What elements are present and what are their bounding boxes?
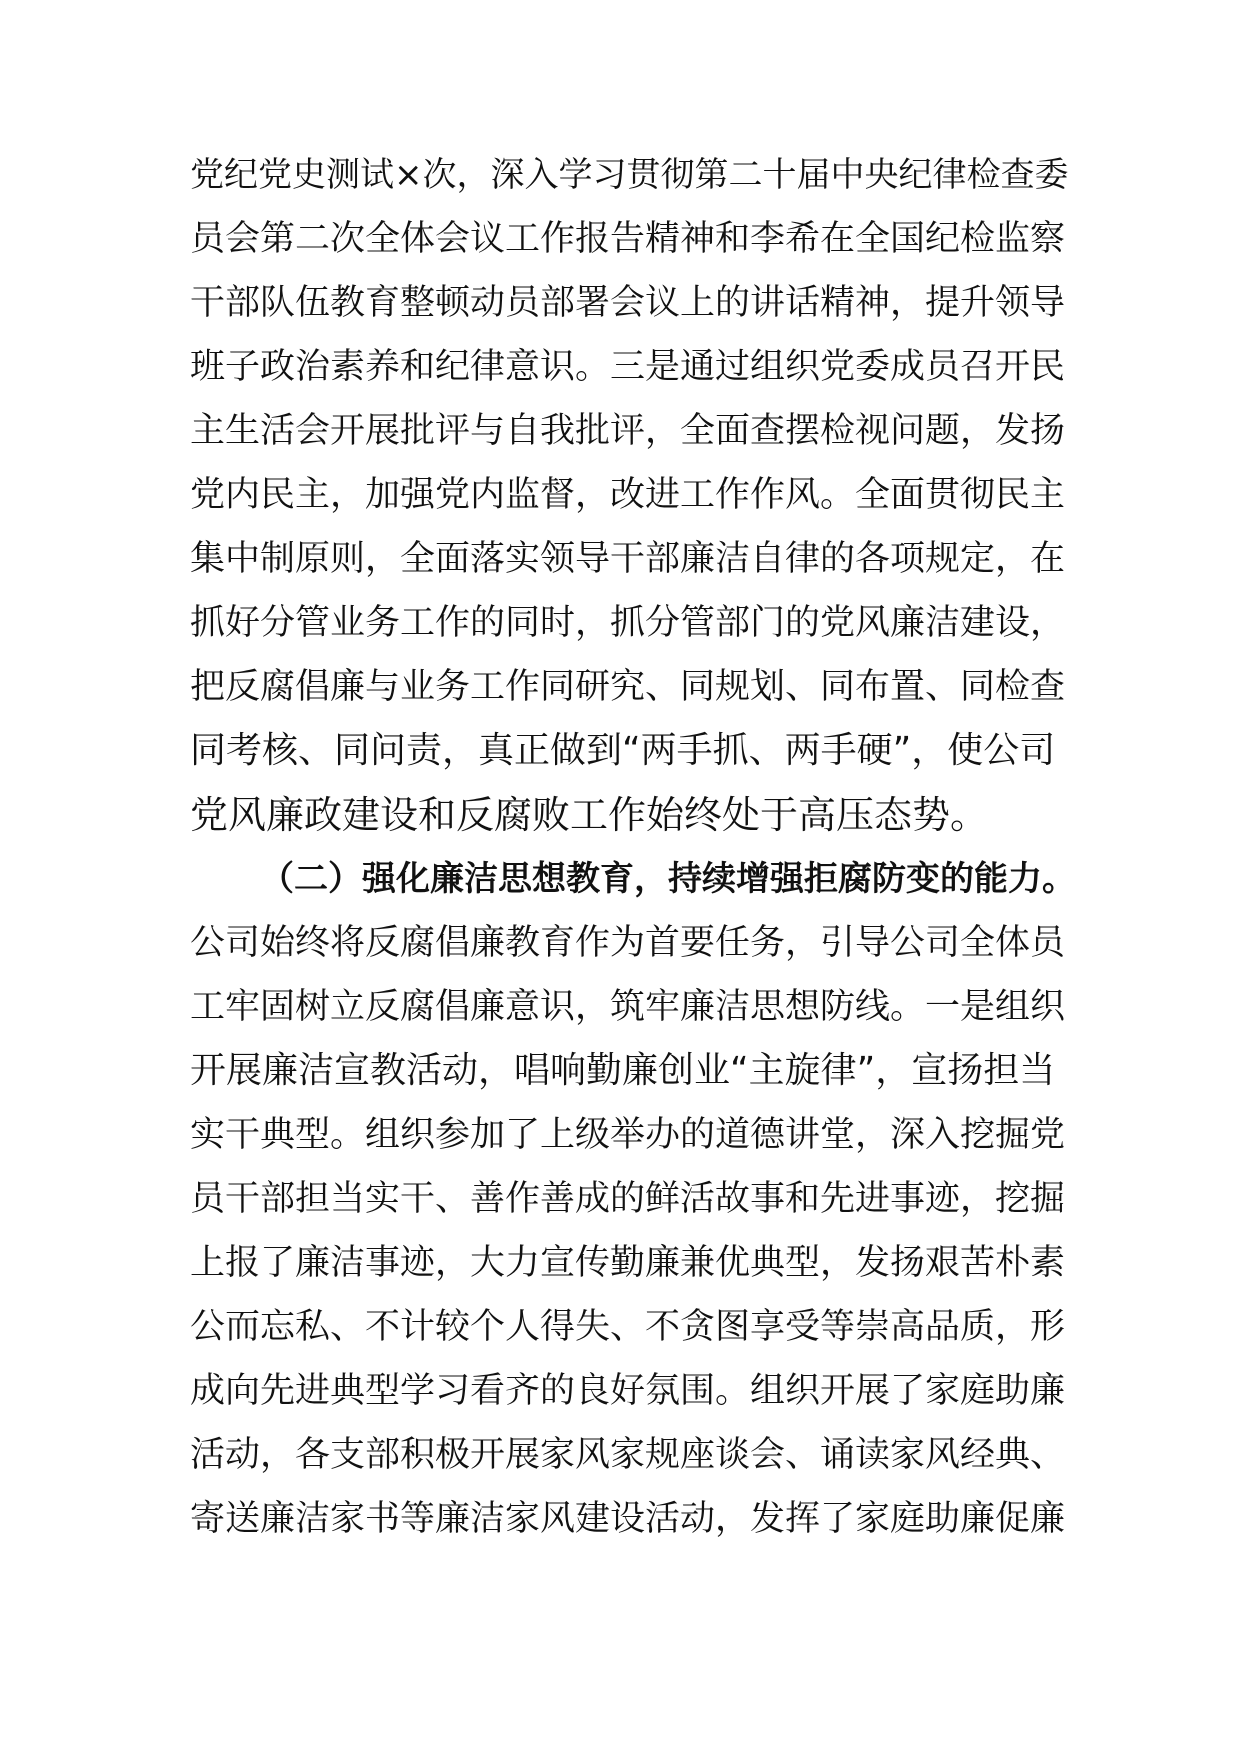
body-text-line: 把反腐倡廉与业务工作同研究、同规划、同布置、同检查	[190, 667, 1066, 707]
body-text-line: 同考核、同问责，真正做到“两手抓、两手硬”，使公司	[190, 730, 1056, 771]
body-text-line: 寄送廉洁家书等廉洁家风建设活动，发挥了家庭助廉促廉	[190, 1499, 1066, 1539]
body-text-line: 班子政治素养和纪律意识。三是通过组织党委成员召开民	[190, 347, 1066, 387]
body-text-line: 主生活会开展批评与自我批评，全面查摆检视问题，发扬	[190, 411, 1066, 451]
body-text-line: 抓好分管业务工作的同时，抓分管部门的党风廉洁建设，	[190, 603, 1066, 643]
body-text-line: 党风廉政建设和反腐败工作始终处于高压态势。	[190, 793, 989, 837]
section-heading: （二）强化廉洁思想教育，持续增强拒腐防变的能力。	[260, 859, 1076, 899]
body-text-line: 干部队伍教育整顿动员部署会议上的讲话精神，提升领导	[190, 283, 1066, 323]
body-text-line: 员干部担当实干、善作善成的鲜活故事和先进事迹，挖掘	[190, 1179, 1066, 1219]
body-text-line: 开展廉洁宣教活动，唱响勤廉创业“主旋律”，宣扬担当	[190, 1050, 1056, 1091]
body-text-line: 员会第二次全体会议工作报告精神和李希在全国纪检监察	[190, 219, 1066, 259]
body-text-line: 公司始终将反腐倡廉教育作为首要任务，引导公司全体员	[190, 923, 1066, 963]
body-text-line: 实干典型。组织参加了上级举办的道德讲堂，深入挖掘党	[190, 1115, 1066, 1155]
body-text-line: 公而忘私、不计较个人得失、不贪图享受等崇高品质，形	[190, 1307, 1066, 1347]
body-text-line: 党纪党史测试×次，深入学习贯彻第二十届中央纪律检查委	[190, 155, 1069, 195]
body-text-line: 工牢固树立反腐倡廉意识，筑牢廉洁思想防线。一是组织	[190, 987, 1066, 1027]
body-text-line: 上报了廉洁事迹，大力宣传勤廉兼优典型，发扬艰苦朴素	[190, 1243, 1066, 1283]
body-text-line: 党内民主，加强党内监督，改进工作作风。全面贯彻民主	[190, 475, 1066, 515]
body-text-line: 集中制原则，全面落实领导干部廉洁自律的各项规定，在	[190, 539, 1066, 579]
body-text-line: 活动，各支部积极开展家风家规座谈会、诵读家风经典、	[190, 1435, 1066, 1475]
body-text-line: 成向先进典型学习看齐的良好氛围。组织开展了家庭助廉	[190, 1371, 1066, 1411]
